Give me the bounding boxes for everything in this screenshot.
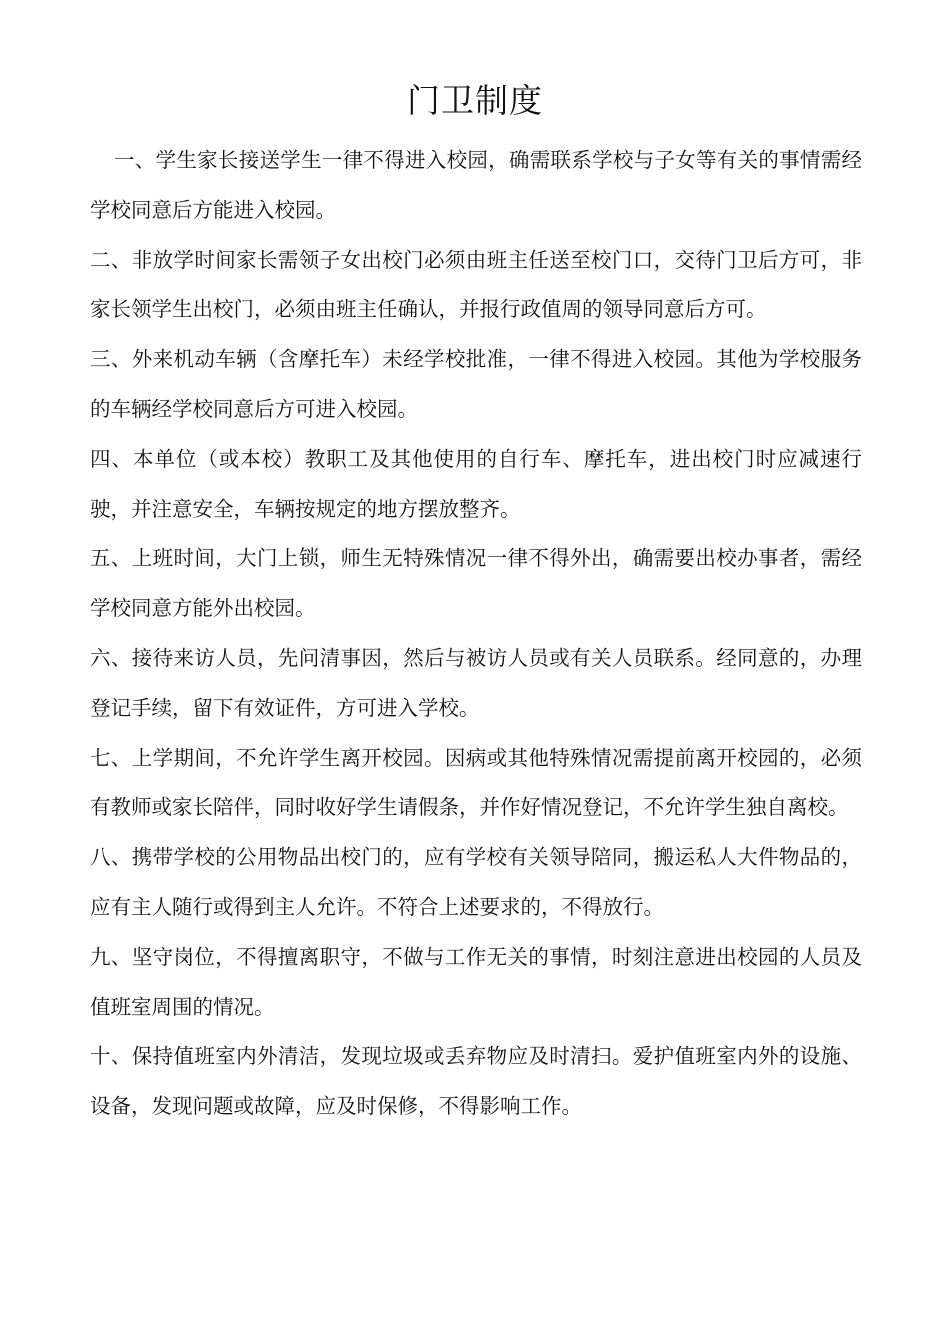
- clause-9: 九、坚守岗位，不得擅离职守，不做与工作无关的事情，时刻注意进出校园的人员及值班室周围的情况。: [90, 944, 862, 1019]
- clause-7: 七、上学期间，不允许学生离开校园。因病或其他特殊情况需提前离开校园的，必须有教师或家长陪伴，同时收好学生请假条，并作好情况登记，不允许学生独自离校。: [90, 745, 862, 820]
- clause-1: 一、学生家长接送学生一律不得进入校园，确需联系学校与子女等有关的事情需经学校同意后方能进入校园。: [90, 148, 862, 222]
- clause-5: 五、上班时间，大门上锁，师生无特殊情况一律不得外出，确需要出校办事者，需经学校同意方能外出校园。: [90, 546, 862, 621]
- clause-6: 六、接待来访人员，先问清事因，然后与被访人员或有关人员联系。经同意的，办理登记手续，留下有效证件，方可进入学校。: [90, 645, 862, 720]
- clause-10: 十、保持值班室内外清洁，发现垃圾或丢弃物应及时清扫。爱护值班室内外的设施、设备，发现问题或故障，应及时保修，不得影响工作。: [90, 1044, 862, 1119]
- clause-3: 三、外来机动车辆（含摩托车）未经学校批准，一律不得进入校园。其他为学校服务的车辆经学校同意后方可进入校园。: [90, 347, 862, 421]
- clause-4: 四、本单位（或本校）教职工及其他使用的自行车、摩托车，进出校门时应减速行驶，并注意安全，车辆按规定的地方摆放整齐。: [90, 446, 862, 521]
- clause-8: 八、携带学校的公用物品出校门的，应有学校有关领导陪同，搬运私人大件物品的，应有主人随行或得到主人允许。不符合上述要求的，不得放行。: [90, 845, 862, 919]
- clause-2: 二、非放学时间家长需领子女出校门必须由班主任送至校门口，交待门卫后方可，非家长领学生出校门，必须由班主任确认，并报行政值周的领导同意后方可。: [90, 247, 862, 322]
- document-body: [90, 136, 862, 1132]
- document-title: 门卫制度: [407, 81, 543, 120]
